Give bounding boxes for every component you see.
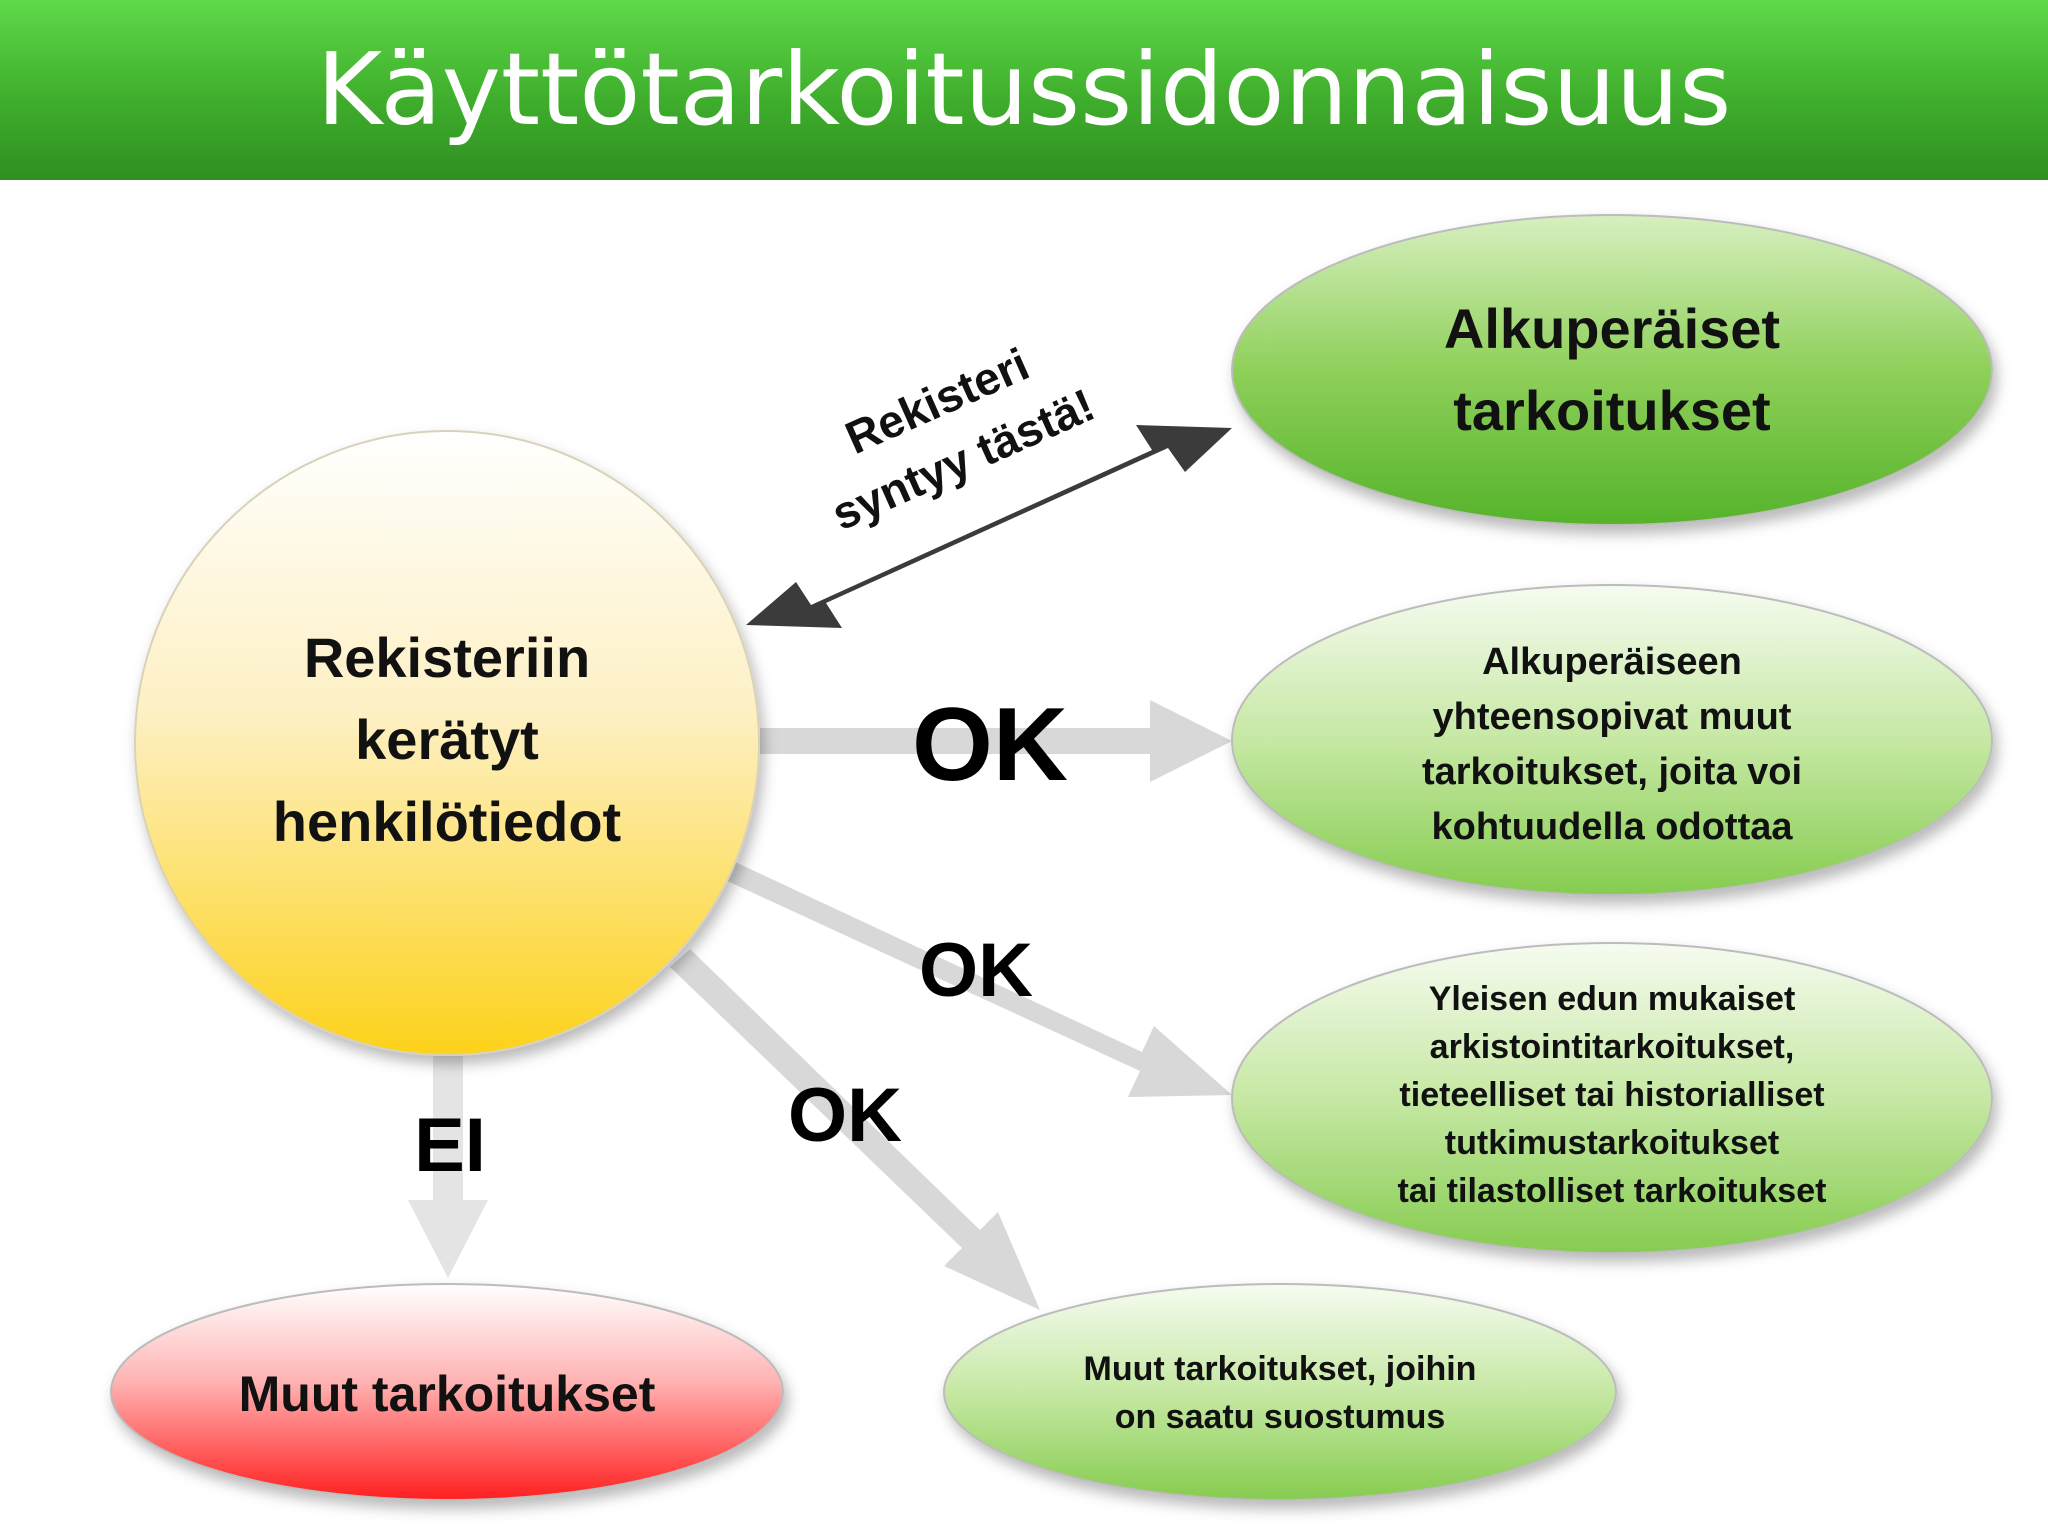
other-purposes-label: Muut tarkoitukset	[238, 1366, 656, 1422]
page-title: Käyttötarkoitussidonnaisuus	[316, 31, 1732, 148]
ok-label-public-interest: OK	[919, 927, 1033, 1013]
original-purposes-label: Alkuperäiset tarkoitukset	[1443, 297, 1781, 442]
no-label-other: EI	[414, 1102, 486, 1188]
ok-label-consent: OK	[788, 1072, 902, 1158]
ok-label-compatible: OK	[912, 686, 1068, 803]
consent-purposes-label: Muut tarkoitukset, joihin on saatu suostumus	[1083, 1350, 1477, 1436]
public-interest-purposes-label: Yleisen edun mukaiset arkistointitarkoitukset, tieteelliset tai historialliset tutkimustarkoitukset tai tilastolliset tarkoitukset	[1397, 980, 1827, 1210]
arrow-note: Rekisteri syntyy tästä!	[823, 337, 1103, 541]
source-label: Rekisteriin kerätyt henkilötiedot	[272, 626, 622, 853]
compatible-purposes-label: Alkuperäiseen yhteensopivat muut tarkoitukset, joita voi kohtuudella odottaa	[1421, 641, 1803, 848]
